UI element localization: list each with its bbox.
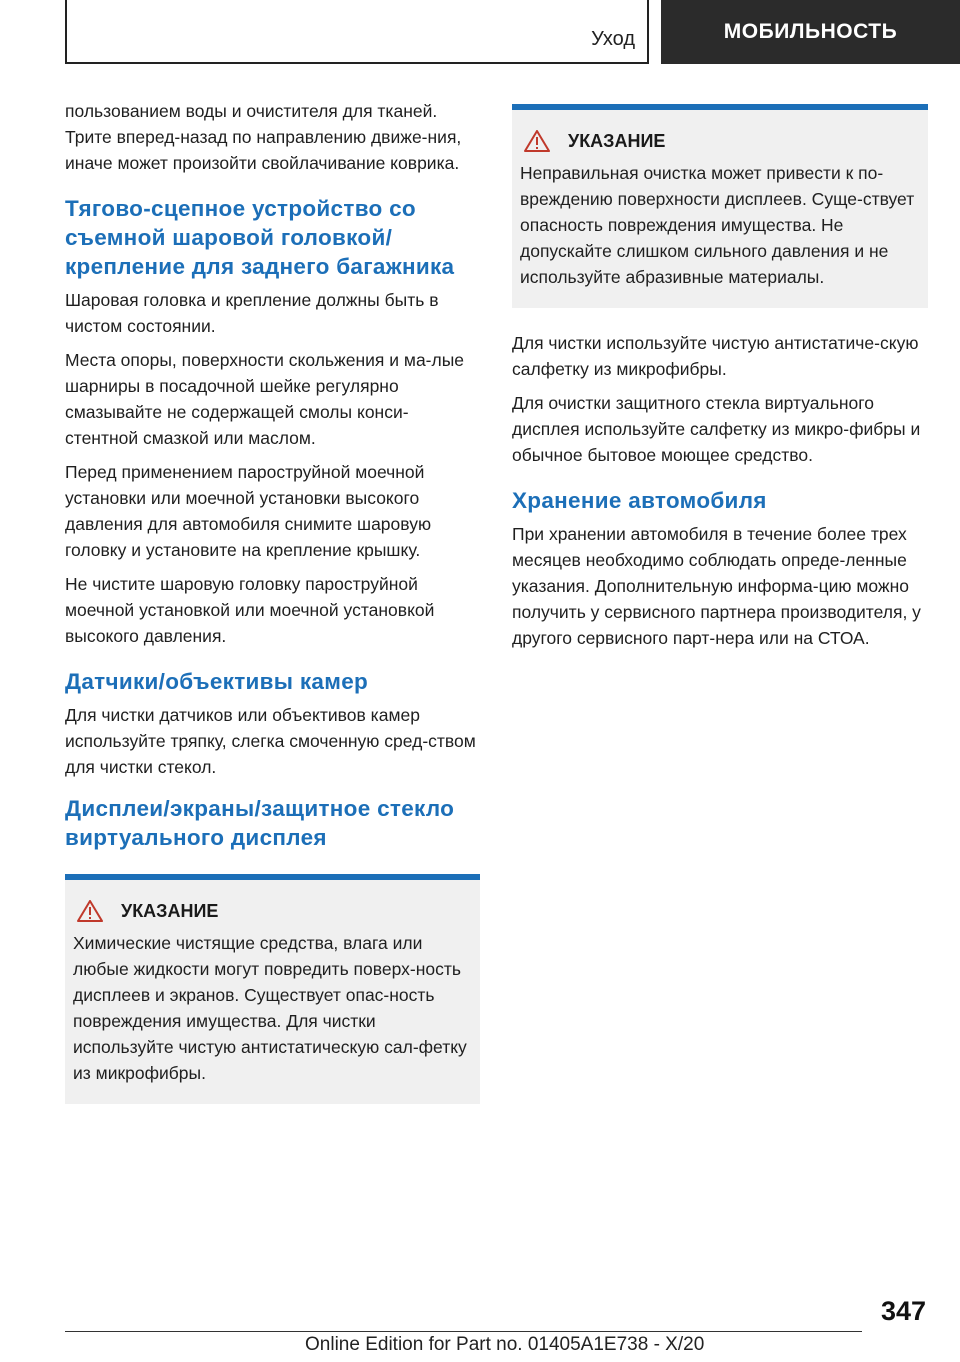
warning-note-title: УКАЗАНИЕ <box>568 130 666 151</box>
warning-note-header <box>73 900 472 922</box>
right-column <box>512 98 928 659</box>
paragraph: Перед применением пароструйной моечной установки или моечной установки высокого давления для автомобиля снимите шаровую головку и установите на крепление крышку. <box>65 462 432 560</box>
warning-note-text: Химические чистящие средства, влага или любые жидкости могут повредить поверх-ность дисплеев и экранов. Существует опас-ность повреждения имущества. Для чистки используйте чистую антистатическую сал-фетку из микрофибры. <box>73 933 467 1083</box>
paragraph: При хранении автомобиля в течение более трех месяцев необходимо соблюдать опреде-ленные указания. Дополнительную информа-цию можно получить у сервисного партнера производителя, у другого сервисного парт-нера или на СТОА. <box>512 524 921 648</box>
section-heading-hitch: Тягово-сцепное устройство со съемной шаровой головкой/ крепление для заднего багажника <box>65 196 455 279</box>
warning-note-box <box>65 874 480 1104</box>
warning-note-title: УКАЗАНИЕ <box>121 900 219 921</box>
paragraph: Места опоры, поверхности скольжения и ма-лые шарниры в посадочной шейке регулярно смазывайте не содержащей смолы конси-стентной смазкой или маслом. <box>65 350 465 448</box>
warning-note-text: Неправильная очистка может привести к по-вреждению поверхности дисплеев. Суще-ствует опасность повреждения имущества. Не допускайте слишком сильного давления и не используйте абразивные материалы. <box>520 163 915 287</box>
warning-note-header <box>520 130 920 152</box>
header-section-title: Уход <box>591 28 635 50</box>
paragraph: Шаровая головка и крепление должны быть в чистом состоянии. <box>65 290 439 336</box>
section-heading-storage: Хранение автомобиля <box>512 488 767 513</box>
paragraph: Для очистки защитного стекла виртуального дисплея используйте салфетку из микро-фибры и обычное бытовое моющее средство. <box>512 393 921 465</box>
section-heading-displays: Дисплеи/экраны/защитное стекло виртуального дисплея <box>65 796 455 850</box>
page-number: 347 <box>880 1296 926 1326</box>
paragraph: Для чистки датчиков или объективов камер используйте тряпку, слегка смоченную сред-ством для чистки стекол. <box>65 705 476 777</box>
section-heading-sensors: Датчики/объективы камер <box>65 669 369 694</box>
warning-triangle-icon <box>77 900 103 922</box>
footer-divider <box>65 1331 862 1332</box>
left-column <box>65 98 480 1104</box>
paragraph: Не чистите шаровую головку пароструйной моечной установкой или моечной установкой высокого давления. <box>65 574 435 646</box>
warning-triangle-icon <box>524 130 550 152</box>
header-chapter-tab: МОБИЛЬНОСТЬ <box>661 0 960 64</box>
paragraph: Для чистки используйте чистую антистатиче-скую салфетку из микрофибры. <box>512 333 919 379</box>
header-section-box <box>65 0 649 64</box>
footer-edition-text: Online Edition for Part no. 01405A1E738 - X/20 <box>305 1334 705 1355</box>
warning-note-box <box>512 104 928 308</box>
paragraph: пользованием воды и очистителя для тканей. Трите вперед-назад по направлению движе-ния, иначе может произойти свойлачивание коврика. <box>65 101 462 173</box>
